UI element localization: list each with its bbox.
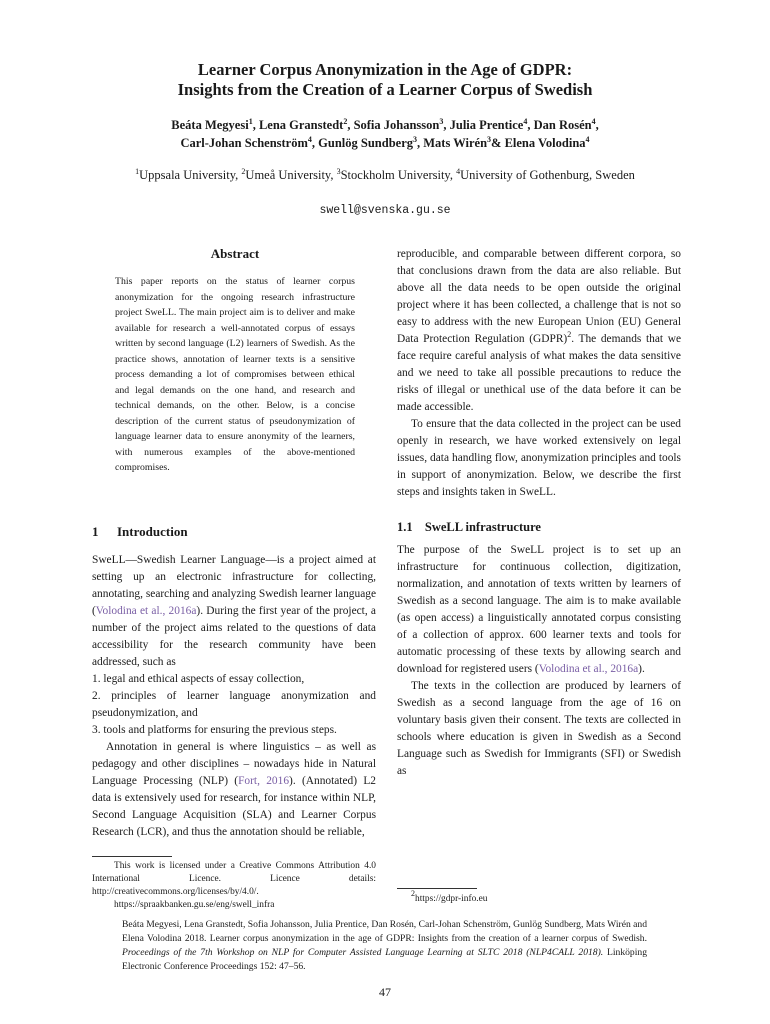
right-column-body [397, 246, 681, 780]
citation-link[interactable]: Volodina et al., 2016a [538, 663, 639, 675]
infra-paragraph-2: The texts in the collection are produced by learners of Swedish as a second language from the age of 16 on voluntary basis given their consent. The texts are collected in schools where education is given in Swedish as a Second Language such as Swedish for Immigrants (SFI) or Swedish as [397, 680, 681, 777]
intro-paragraph-2: reproducible, and comparable between different corpora, so that conclusions drawn from the data are also reliable. But above all the data needs to be open outside the original project where it has been collected, a challenge that is not so easy to address with the new European Union (EU) General Data Protection Regulation (GDPR)$^2$. The demands that we face require careful analysis of what makes the data sensitive and we need to take all possible precautions to reduce the risks of illegal or unethical use of the data before it can be made accessible. [397, 248, 681, 413]
author-affil-mark: 3 [487, 135, 492, 144]
affil-mark: 2 [241, 167, 246, 176]
title-line-1: Learner Corpus Anonymization in the Age of GDPR: [197, 60, 573, 79]
affiliations: $^1$Uppsala University, $^2$Umeå University, $^3$Stockholm University, $^4$University of Gothenburg, Sweden [135, 167, 635, 182]
footnote-divider [397, 888, 477, 889]
intro-paragraph-1: SweLL—Swedish Learner Language—is a project aimed at setting up an electronic infrastructure for collecting, annotating, searching and analyzing Swedish learner language (Volodina et al., 2016a). During the first year of the project, a number of the project aims related to the questions of data accessibility for the research community have been addressed, such as [92, 554, 376, 668]
footnote-mark: 2 [567, 330, 572, 339]
footnote-divider [92, 856, 172, 857]
intro-paragraph-2: Annotation in general is where linguistics – as well as pedagogy and other disciplines – nowadays hide in Natural Language Processing (NLP) (Fort, 2016). (Annotated) L2 data is extensively used for research, for instance within NLP, Second Language Acquisition (SLA) and Learner Corpus Research (LCR), and thus the annotation should be reliable, [92, 741, 376, 838]
author-affil-mark: 4 [591, 117, 596, 126]
subsection-heading-swell-infrastructure [397, 519, 681, 536]
author-list [0, 116, 770, 152]
author-name: Carl-Johan Schenström [180, 136, 308, 150]
author-affil-mark: 1 [248, 117, 253, 126]
section-number: 1 [92, 524, 99, 539]
infra-paragraph-1: The purpose of the SweLL project is to set up an infrastructure for continuous collection, digitization, normalization, and annotation of texts written by learners of Swedish as a second language. The aim is to make available (as open access) a linguistically annotated corpus consisting of a collection of approx. 600 learner texts and tools for automatic processing of these texts by allowing search and download for registered users (Volodina et al., 2016a). [397, 544, 681, 675]
citation-block: Beáta Megyesi, Lena Granstedt, Sofia Johansson, Julia Prentice, Dan Rosén, Carl-Johan Schenström, Gunlög Sundberg, Mats Wirén and Elena Volodina 2018. Learner corpus anonymization in the age of GDPR: Insights from the creation of a learner corpus of Swedish. Proceedings of the 7th Workshop on NLP for Computer Assisted Language Learning at SLTC 2018 (NLP4CALL 2018). Linköping Electronic Conference Proceedings 152: 47–56. [122, 919, 647, 972]
abstract-heading: Abstract [210, 246, 260, 261]
affil-name: University of Gothenburg, Sweden [460, 168, 635, 182]
paper-title [0, 60, 770, 100]
list-item: 3. tools and platforms for ensuring the previous steps. [92, 724, 337, 736]
affil-name: Stockholm University [340, 168, 450, 182]
author-affil-mark: 4 [585, 135, 590, 144]
project-url[interactable]: https://spraakbanken.gu.se/eng/swell_infra [114, 900, 275, 910]
intro-paragraph-3: To ensure that the data collected in the project can be used openly in research, we have worked extensively on legal issues, data handling flow, anonymization principles and tools in support of anonymization. Below, we describe the first steps and insights taken in SweLL. [397, 418, 681, 498]
title-line-2: Insights from the Creation of a Learner Corpus of Swedish [177, 80, 593, 99]
license-footnote [92, 860, 376, 912]
author-name: Dan Rosén [533, 118, 592, 132]
author-affil-mark: 4 [523, 117, 528, 126]
author-name: Elena Volodina [504, 136, 586, 150]
gdpr-footnote [411, 889, 671, 906]
section-heading-introduction [92, 524, 188, 540]
author-name: Lena Granstedt [258, 118, 344, 132]
contact-email: swell@svenska.gu.se [319, 204, 451, 217]
footnote-number: 2 [411, 889, 415, 898]
gdpr-url[interactable]: https://gdpr-info.eu [415, 894, 488, 904]
affil-name: Uppsala University [139, 168, 236, 182]
section-title: Introduction [117, 524, 188, 539]
author-name: Gunlög Sundberg [318, 136, 413, 150]
page-number: 47 [379, 985, 391, 999]
proceedings-title: Proceedings of the 7th Workshop on NLP for Computer Assisted Language Learning at SLTC 2018 (NLP4CALL 2018). [122, 947, 604, 958]
author-affil-mark: 2 [343, 117, 348, 126]
affil-name: Umeå University [245, 168, 331, 182]
affil-mark: 3 [336, 167, 341, 176]
author-affil-mark: 3 [439, 117, 444, 126]
author-name: Mats Wirén [423, 136, 488, 150]
citation-link[interactable]: Fort, 2016 [238, 775, 290, 787]
author-affil-mark: 4 [307, 135, 312, 144]
abstract-text: This paper reports on the status of learner corpus anonymization for the ongoing research infrastructure project SweLL. The main project aim is to deliver and make available for research a well-annotated corpus of essays written by second language (L2) learners of Swedish. As the practice shows, annotation of learner texts is a sensitive process demanding a lot of compromises between ethical and legal demands on the one hand, and research and technical demands, on the other. Below, is a concise description of the current status of pseudonymization of language learner data to ensure anonymity of the learners, with numerous examples of the above-mentioned compromises. [115, 276, 355, 473]
list-item: 2. principles of learner language anonymization and pseudonymization, and [92, 690, 376, 719]
author-name: Beáta Megyesi [171, 118, 249, 132]
author-affil-mark: 3 [413, 135, 417, 144]
license-text: This work is licensed under a Creative Commons Attribution 4.0 International Licence. Licence details: http://creativecommons.org/licenses/by/4.0/. [92, 861, 376, 897]
affil-mark: 1 [135, 167, 140, 176]
citation-link[interactable]: Volodina et al., 2016a [95, 605, 197, 617]
author-line-1: Beáta Megyesi$^1$, Lena Granstedt$^2$, Sofia Johansson$^3$, Julia Prentice$^4$, Dan Rosén$^4$, [171, 117, 599, 132]
subsection-number: 1.1 [397, 520, 413, 534]
affil-mark: 4 [456, 167, 461, 176]
author-name: Julia Prentice [449, 118, 524, 132]
author-line-2: Carl-Johan Schenström$^4$, Gunlög Sundberg$^3$, Mats Wirén$^3$& Elena Volodina$^4$ [180, 135, 590, 150]
left-column-body [92, 552, 376, 841]
list-item: 1. legal and ethical aspects of essay collection, [92, 673, 305, 685]
subsection-title: SweLL infrastructure [424, 520, 541, 534]
author-name: Sofia Johansson [353, 118, 440, 132]
